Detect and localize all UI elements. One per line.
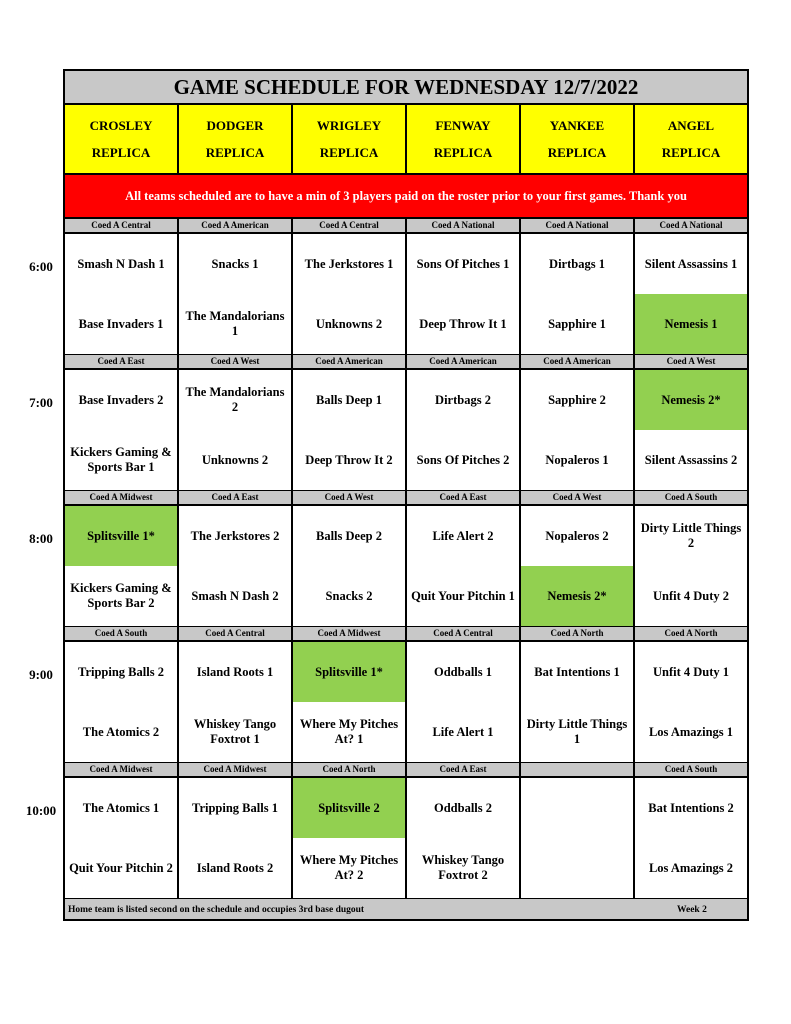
- home-team: Where My Pitches At? 1: [299, 717, 399, 746]
- field-name: YANKEE: [549, 117, 605, 133]
- home-team: Sapphire 1: [548, 316, 606, 331]
- division-label: Coed A American: [521, 355, 635, 368]
- game-cell: [521, 234, 635, 354]
- away-team: Balls Deep 2: [316, 528, 382, 543]
- home-team: Unknowns 2: [315, 316, 383, 331]
- game-cell: [635, 234, 747, 354]
- division-label: Coed A North: [293, 763, 407, 776]
- home-team: Life Alert 1: [432, 724, 494, 739]
- division-label: Coed A Central: [65, 219, 179, 232]
- field-type: REPLICA: [91, 144, 151, 160]
- game-cell: [635, 506, 747, 626]
- game-cell: [407, 506, 521, 626]
- away-team: Tripping Balls 2: [78, 664, 164, 679]
- home-team: Snacks 2: [325, 588, 373, 603]
- games-row: [65, 370, 747, 492]
- schedule-sheet: [63, 69, 749, 921]
- division-label: Coed A Midwest: [293, 627, 407, 640]
- game-cell: [635, 778, 747, 898]
- game-cell: [521, 778, 635, 898]
- division-label: Coed A North: [664, 628, 718, 638]
- division-label: Coed A West: [521, 491, 635, 504]
- time-slot-block: [65, 355, 747, 492]
- field-type: REPLICA: [433, 144, 493, 160]
- division-label: Coed A American: [407, 355, 521, 368]
- away-team: Unfit 4 Duty 1: [652, 664, 730, 679]
- game-cell: [179, 506, 293, 626]
- away-team: The Atomics 1: [82, 800, 160, 815]
- division-label: Coed A Central: [179, 627, 293, 640]
- home-team: Unfit 4 Duty 2: [652, 588, 730, 603]
- home-team: Quit Your Pitchin 2: [69, 860, 173, 875]
- field-type: REPLICA: [661, 144, 721, 160]
- division-label: Coed A Midwest: [179, 763, 293, 776]
- away-team: Dirtbags 1: [549, 256, 605, 271]
- game-cell: [521, 642, 635, 762]
- game-cell: [65, 642, 179, 762]
- home-team: Island Roots 2: [196, 860, 274, 875]
- game-cell: [407, 642, 521, 762]
- field-name: WRIGLEY: [316, 117, 382, 133]
- away-team: Nopaleros 2: [545, 528, 609, 543]
- home-team: Smash N Dash 2: [191, 588, 279, 603]
- field-name: CROSLEY: [89, 117, 153, 133]
- division-label: Coed A American: [179, 219, 293, 232]
- division-label: Coed A Central: [407, 627, 521, 640]
- field-name: ANGEL: [667, 117, 715, 133]
- time-label: 6:00: [29, 259, 53, 274]
- field-header-fenway: [407, 105, 521, 173]
- away-team: Sons Of Pitches 1: [416, 256, 510, 271]
- home-team: Nopaleros 1: [545, 452, 609, 467]
- division-label: Coed A Central: [293, 219, 407, 232]
- schedule-footer: [65, 899, 747, 921]
- away-team: Silent Assassins 1: [644, 256, 738, 271]
- time-label: 9:00: [29, 667, 53, 682]
- game-cell: [179, 642, 293, 762]
- time-slot-block: [65, 491, 747, 628]
- division-label: Coed A South: [65, 627, 179, 640]
- away-team: Smash N Dash 1: [77, 256, 165, 271]
- game-cell: [179, 370, 293, 490]
- time-label: 7:00: [29, 395, 53, 410]
- time-label: 10:00: [25, 803, 57, 818]
- home-team: Dirty Little Things 1: [526, 717, 628, 746]
- home-team: Sons Of Pitches 2: [416, 452, 510, 467]
- footer-note: Home team is listed second on the schedule and occupies 3rd base dugout: [68, 905, 365, 915]
- roster-notice: All teams scheduled are to have a min of 3 players paid on the roster prior to your first games. Thank you: [65, 175, 747, 219]
- division-label: [521, 763, 635, 776]
- game-cell: [179, 778, 293, 898]
- home-team: Whiskey Tango Foxtrot 2: [421, 853, 505, 882]
- division-label: Coed A East: [65, 355, 179, 368]
- field-name: DODGER: [206, 117, 264, 133]
- time-slot-block: [65, 763, 747, 900]
- field-type: REPLICA: [547, 144, 607, 160]
- field-name: FENWAY: [435, 117, 491, 133]
- away-team: Life Alert 2: [432, 528, 494, 543]
- division-row: [65, 355, 747, 370]
- away-team: The Jerkstores 1: [304, 256, 394, 271]
- home-team: Where My Pitches At? 2: [299, 853, 399, 882]
- game-cell: [293, 506, 407, 626]
- away-team: Oddballs 2: [433, 800, 492, 815]
- games-row: [65, 778, 747, 900]
- division-row: [65, 219, 747, 234]
- game-cell: [407, 370, 521, 490]
- division-label: Coed A Midwest: [65, 491, 179, 504]
- home-team: Kickers Gaming & Sports Bar 1: [70, 445, 172, 474]
- field-header-yankee: [521, 105, 635, 173]
- game-cell: [635, 370, 747, 490]
- field-header-wrigley: [293, 105, 407, 173]
- away-team: Tripping Balls 1: [192, 800, 278, 815]
- home-team: Silent Assassins 2: [644, 452, 738, 467]
- away-team: Island Roots 1: [196, 664, 274, 679]
- game-cell: [179, 234, 293, 354]
- game-cell: [521, 370, 635, 490]
- away-team: Balls Deep 1: [316, 392, 382, 407]
- away-team: Splitsville 1*: [293, 642, 405, 702]
- away-team: Splitsville 2: [293, 778, 405, 838]
- division-label: Coed A Midwest: [65, 763, 179, 776]
- division-label: Coed A West: [666, 356, 716, 366]
- game-cell: [407, 778, 521, 898]
- home-team: Kickers Gaming & Sports Bar 2: [70, 581, 172, 610]
- field-header-dodger: [179, 105, 293, 173]
- division-label: Coed A South: [664, 492, 718, 502]
- away-team: Nemesis 2*: [635, 370, 747, 430]
- home-team: Quit Your Pitchin 1: [411, 588, 515, 603]
- away-team: Oddballs 1: [433, 664, 492, 679]
- away-team: Snacks 1: [211, 256, 259, 271]
- home-team: Los Amazings 1: [648, 724, 734, 739]
- games-row: [65, 506, 747, 628]
- game-cell: [65, 234, 179, 354]
- field-type: REPLICA: [319, 144, 379, 160]
- division-row: [65, 763, 747, 778]
- game-cell: [65, 370, 179, 490]
- away-team: [521, 778, 633, 838]
- away-team: Sapphire 2: [548, 392, 606, 407]
- home-team: The Atomics 2: [82, 724, 160, 739]
- game-cell: [521, 506, 635, 626]
- footer-week: Week 2: [677, 905, 707, 915]
- game-cell: [65, 506, 179, 626]
- game-cell: [293, 370, 407, 490]
- game-cell: [635, 642, 747, 762]
- away-team: The Jerkstores 2: [190, 528, 280, 543]
- division-label: Coed A National: [407, 219, 521, 232]
- division-label: Coed A North: [521, 627, 635, 640]
- division-label: Coed A South: [664, 764, 718, 774]
- away-team: Dirty Little Things 2: [640, 521, 742, 550]
- games-row: [65, 234, 747, 356]
- division-label: Coed A National: [521, 219, 635, 232]
- away-team: Dirtbags 2: [435, 392, 491, 407]
- field-header-angel: [635, 105, 747, 173]
- division-row: [65, 491, 747, 506]
- games-row: [65, 642, 747, 764]
- division-label: Coed A East: [407, 763, 521, 776]
- field-type: REPLICA: [205, 144, 265, 160]
- game-cell: [293, 778, 407, 898]
- division-label: Coed A National: [659, 220, 723, 230]
- away-team: Bat Intentions 2: [648, 800, 734, 815]
- home-team: Base Invaders 1: [78, 316, 164, 331]
- division-row: [65, 627, 747, 642]
- home-team: Nemesis 1: [635, 294, 747, 354]
- game-cell: [65, 778, 179, 898]
- home-team: Los Amazings 2: [648, 860, 734, 875]
- home-team: [521, 838, 633, 898]
- time-slot-block: [65, 627, 747, 764]
- away-team: The Mandalorians 2: [185, 385, 285, 414]
- time-slot-block: [65, 219, 747, 356]
- home-team: Whiskey Tango Foxtrot 1: [193, 717, 277, 746]
- division-label: Coed A East: [179, 491, 293, 504]
- home-team: Unknowns 2: [201, 452, 269, 467]
- division-label: Coed A West: [293, 491, 407, 504]
- away-team: Base Invaders 2: [78, 392, 164, 407]
- home-team: Deep Throw It 2: [305, 452, 393, 467]
- away-team: Splitsville 1*: [65, 506, 177, 566]
- away-team: Bat Intentions 1: [534, 664, 620, 679]
- division-label: Coed A American: [293, 355, 407, 368]
- division-label: Coed A West: [179, 355, 293, 368]
- game-cell: [407, 234, 521, 354]
- home-team: The Mandalorians 1: [185, 309, 285, 338]
- game-cell: [293, 234, 407, 354]
- home-team: Nemesis 2*: [521, 566, 633, 626]
- division-label: Coed A East: [407, 491, 521, 504]
- game-cell: [293, 642, 407, 762]
- field-header-row: [65, 105, 747, 175]
- field-header-crosley: [65, 105, 179, 173]
- home-team: Deep Throw It 1: [419, 316, 507, 331]
- time-label: 8:00: [29, 531, 53, 546]
- schedule-title: GAME SCHEDULE FOR WEDNESDAY 12/7/2022: [65, 71, 747, 105]
